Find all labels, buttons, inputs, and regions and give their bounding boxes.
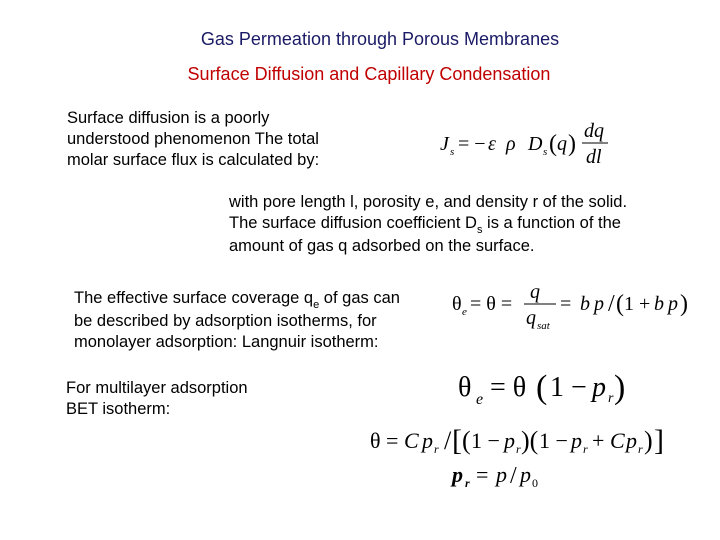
svg-text:C: C [610,428,625,453]
svg-text:e: e [462,306,467,318]
svg-text:θ: θ [452,293,462,315]
svg-text:dl: dl [586,146,602,168]
svg-text:+: + [592,428,605,453]
paragraph-line: be described by adsorption isotherms, for [74,312,377,330]
svg-text:C: C [404,428,419,453]
svg-text:J: J [440,133,449,155]
svg-text:): ) [680,291,688,317]
svg-text:q: q [526,307,536,329]
multilayer-coverage-equation [456,364,626,410]
svg-text:1 −: 1 − [471,428,500,453]
svg-text:p: p [452,462,463,487]
paragraph-line: understood phenomenon The total [67,130,319,148]
paragraph-line: The surface diffusion coefficient $D_s$ is a function of the [229,214,621,236]
svg-text:=: = [560,293,572,315]
svg-text:[: [ [452,424,462,457]
svg-text:sat: sat [537,320,550,332]
svg-text:)(: )( [521,426,539,455]
svg-text:]: ] [654,424,664,457]
langmuir-equation [448,280,693,338]
svg-text:ρ: ρ [506,133,516,155]
paragraph-line: monolayer adsorption: Langnuir isotherm: [74,333,379,351]
svg-text:s: s [450,146,455,158]
surface-flux-equation [436,115,616,171]
svg-text:1 +: 1 + [624,293,651,315]
svg-text:0: 0 [532,476,538,490]
diffusion-coefficient-paragraph [229,192,627,257]
svg-text:p: p [592,372,606,403]
svg-text:p: p [504,428,515,453]
svg-text:/: / [608,291,615,317]
svg-text:ε: ε [488,133,496,155]
svg-text:(: ( [462,426,471,455]
svg-text:r: r [583,442,588,456]
svg-text:r: r [434,442,439,456]
paragraph-line: The effective surface coverage $q_e$ of gas can [74,289,400,311]
svg-text:dq: dq [584,120,604,142]
svg-text:q: q [557,133,567,155]
svg-text:=: = [476,462,489,487]
bet-equation [368,420,668,460]
svg-text:(: ( [536,369,548,406]
svg-text:/: / [444,426,452,455]
paragraph-line: For multilayer adsorption [66,379,248,397]
svg-text:θ: θ [458,372,472,403]
svg-text:= θ: = θ [490,372,527,403]
svg-text:θ =: θ = [370,428,399,453]
svg-text:r: r [465,476,470,490]
paragraph-line: Surface diffusion is a poorly [67,109,270,127]
svg-text:p: p [668,293,678,315]
svg-text:s: s [543,146,548,158]
svg-text:p: p [422,428,433,453]
svg-text:1 −: 1 − [539,428,568,453]
svg-text:= −: = − [458,133,486,155]
paragraph-line: molar surface flux is calculated by: [67,151,320,169]
svg-text:b: b [580,293,590,315]
svg-text:): ) [568,131,576,157]
svg-text:1 −: 1 − [550,372,587,403]
surface-diffusion-paragraph [67,108,319,171]
svg-text:r: r [638,442,643,456]
svg-text:p: p [571,428,582,453]
paragraph-line: with pore length l, porosity e, and density r of the solid. [229,193,628,211]
surface-coverage-paragraph [74,288,400,353]
svg-text:(: ( [549,131,557,157]
svg-text:= θ =: = θ = [470,293,513,315]
svg-text:q: q [530,281,540,303]
svg-text:D: D [528,133,543,155]
svg-text:p: p [496,462,507,487]
svg-text:(: ( [616,291,624,317]
svg-text:): ) [614,369,626,406]
svg-text:p: p [594,293,604,315]
svg-text:r: r [516,442,521,456]
svg-text:p: p [520,462,531,487]
svg-text:r: r [608,391,614,406]
svg-text:): ) [644,426,653,455]
slide-title: Gas Permeation through Porous Membranes [200,29,560,49]
slide-subtitle: Surface Diffusion and Capillary Condensation [187,64,551,84]
paragraph-line: amount of gas q adsorbed on the surface. [229,237,535,255]
svg-text:p: p [626,428,637,453]
paragraph-line: BET isotherm: [66,400,171,418]
svg-text:b: b [654,293,664,315]
svg-text:e: e [476,391,484,408]
bet-paragraph [66,378,248,420]
reduced-pressure-equation [448,460,578,492]
svg-text:/: / [510,463,517,489]
